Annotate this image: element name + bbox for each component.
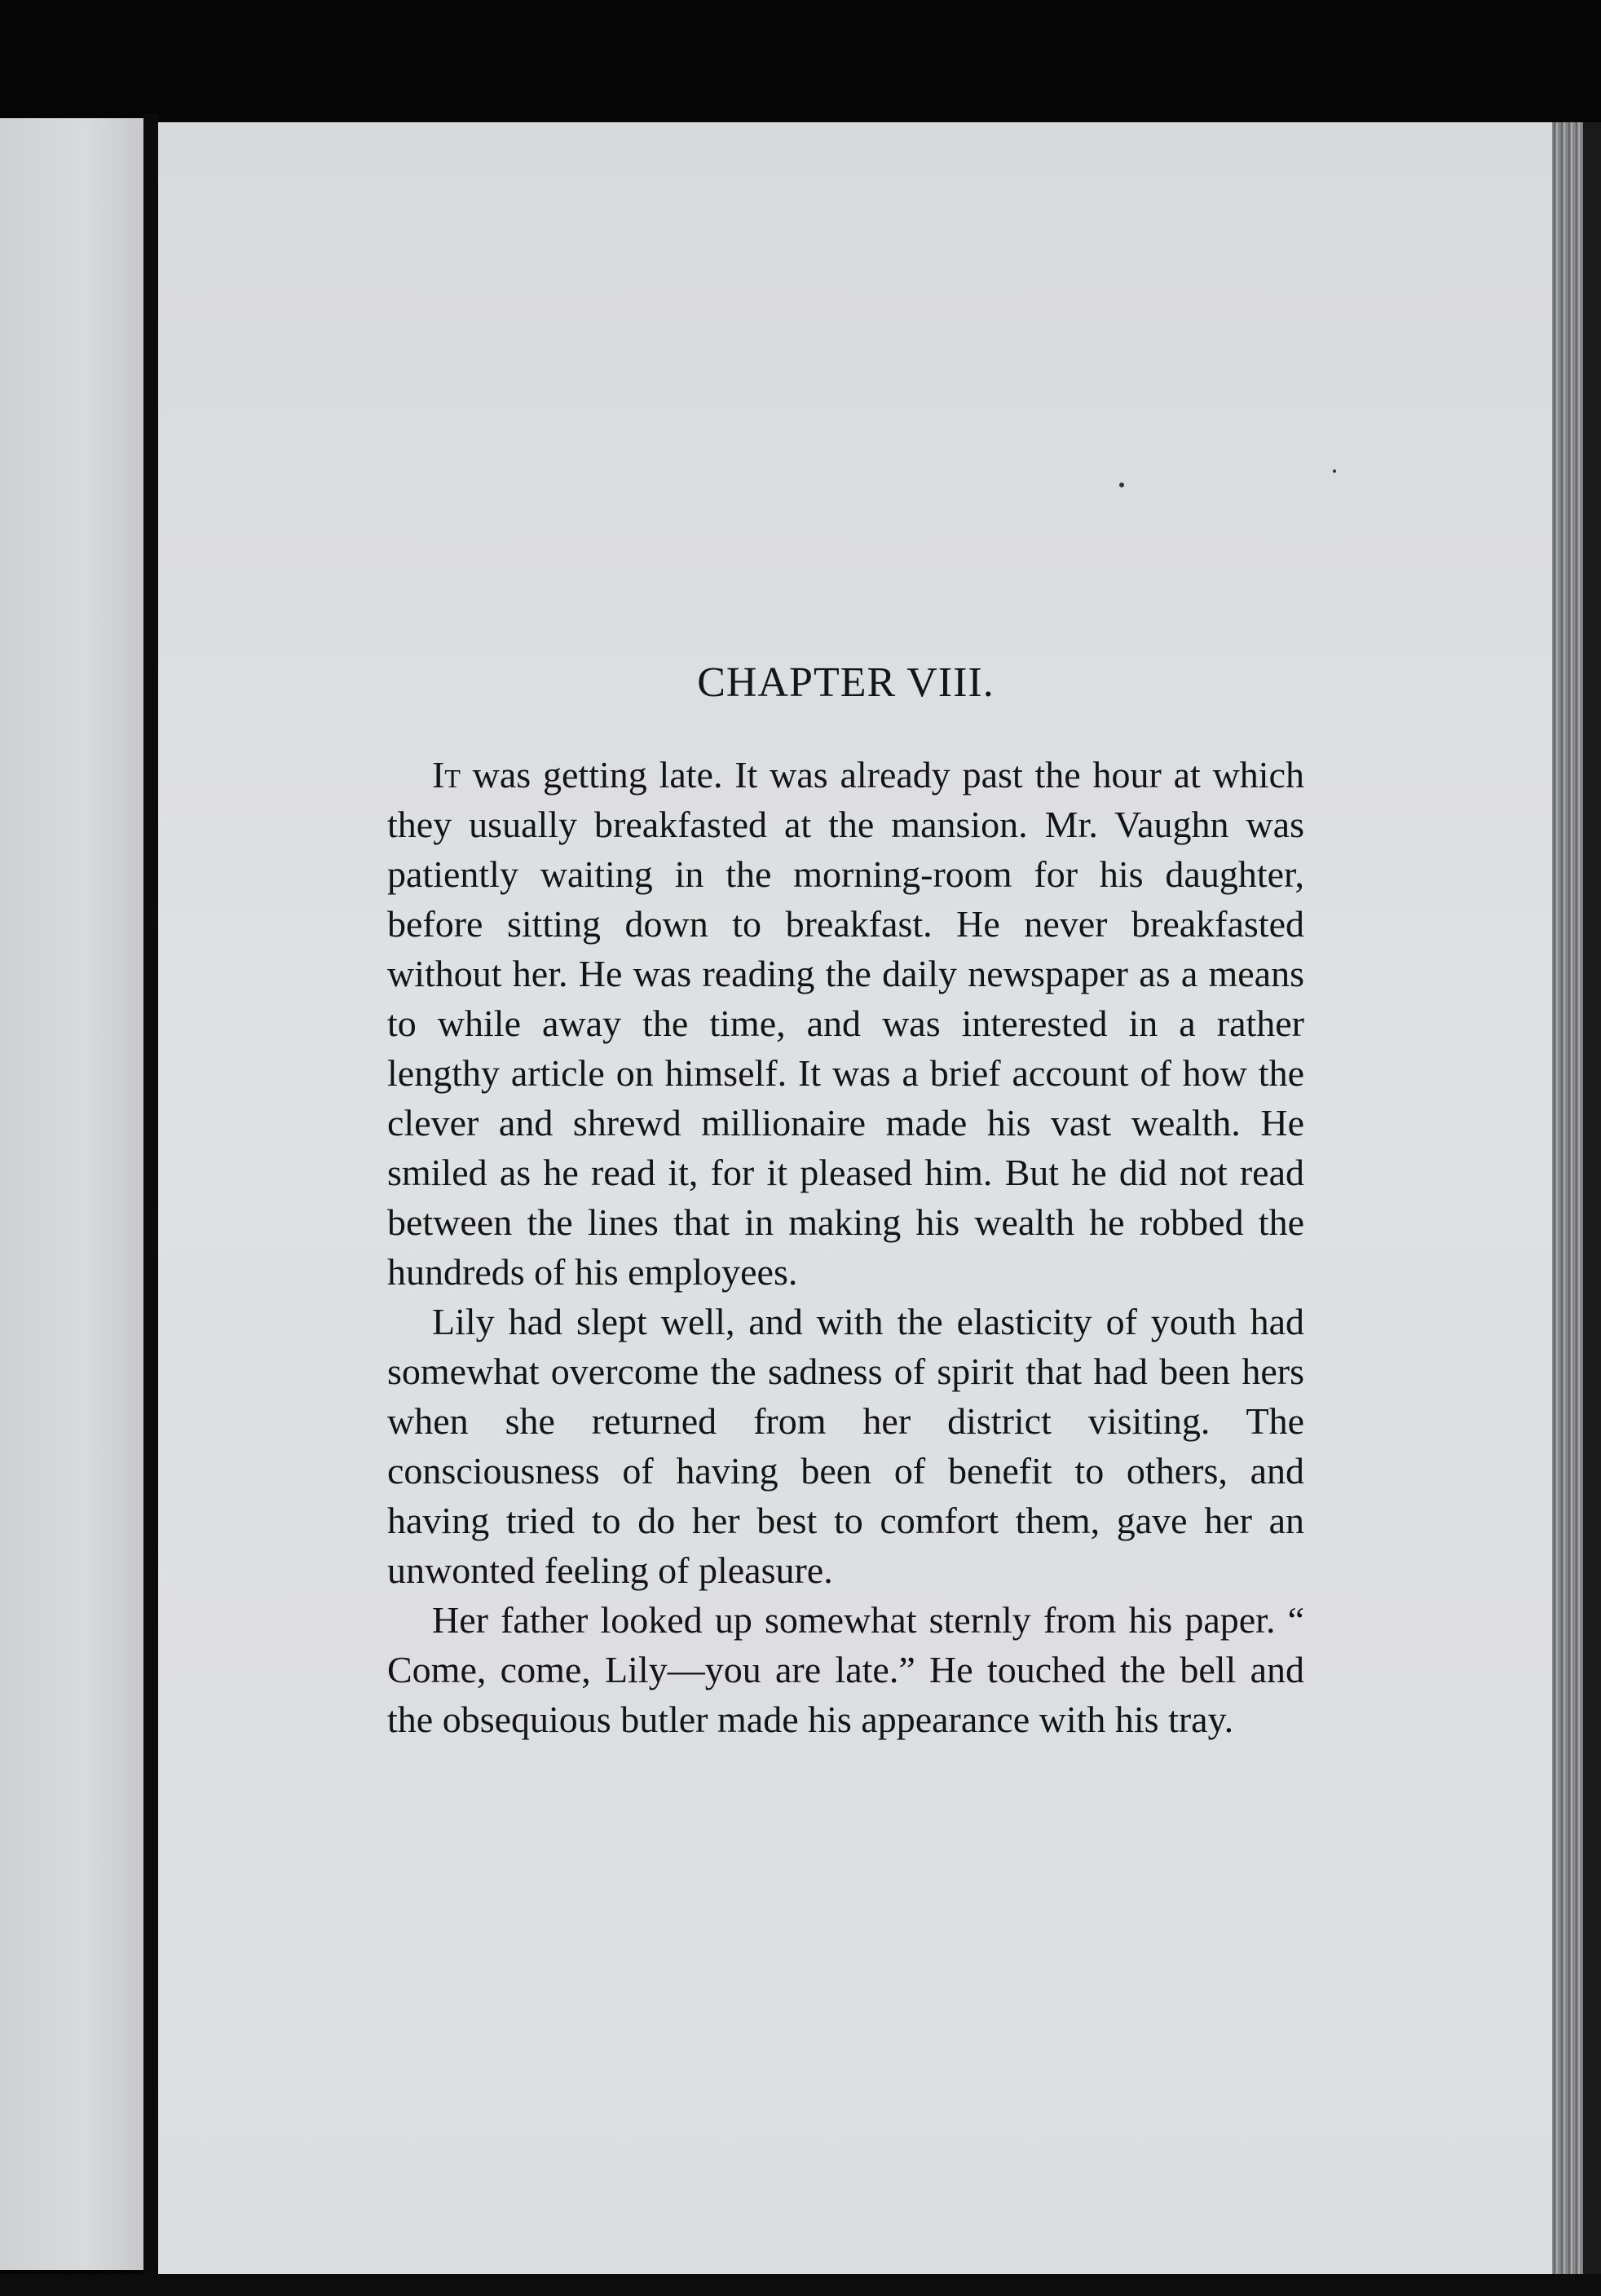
paragraph-3: Her father looked up somewhat sternly from his paper. “ Come, come, Lily—you are late.” He touched the bell and the obsequious butler made his appearance with his tray. (387, 1599, 1304, 1740)
body-text (387, 750, 1304, 1744)
book-spine (143, 114, 158, 2282)
paragraph-1-text: was getting late. It was already past the hour at which they usually breakfasted at the mansion. Mr. Vaughn was patiently waiting in the morning-room for his daughter, before sitting down to breakfast. He never breakfasted without her. He was reading the daily newspaper as a means to while away the time, and was interested in a rather lengthy article on himself. It was a brief account of how the clever and shrewd millionaire made his vast wealth. He smiled as he read it, for it pleased him. But he did not read between the lines that in making his wealth he robbed the hundreds of his employees. (387, 754, 1304, 1293)
bottom-border (0, 2274, 1601, 2296)
right-border (1583, 122, 1601, 2296)
dust-speck (1333, 469, 1336, 473)
paragraph-1 (387, 750, 1304, 1297)
paragraph-2: Lily had slept well, and with the elasticity of youth had somewhat overcome the sadness of spirit that had been hers when she returned from her district visiting. The consciousness of having been of benefit to others, and having tried to do her best to comfort them, gave her an unwonted feeling of pleasure. (387, 1301, 1304, 1591)
page-stack-edge (1552, 122, 1583, 2282)
chapter-title: CHAPTER VIII. (697, 659, 995, 706)
facing-page-edge (0, 118, 143, 2270)
drop-lead: It (432, 754, 461, 795)
dust-speck (1119, 483, 1124, 487)
